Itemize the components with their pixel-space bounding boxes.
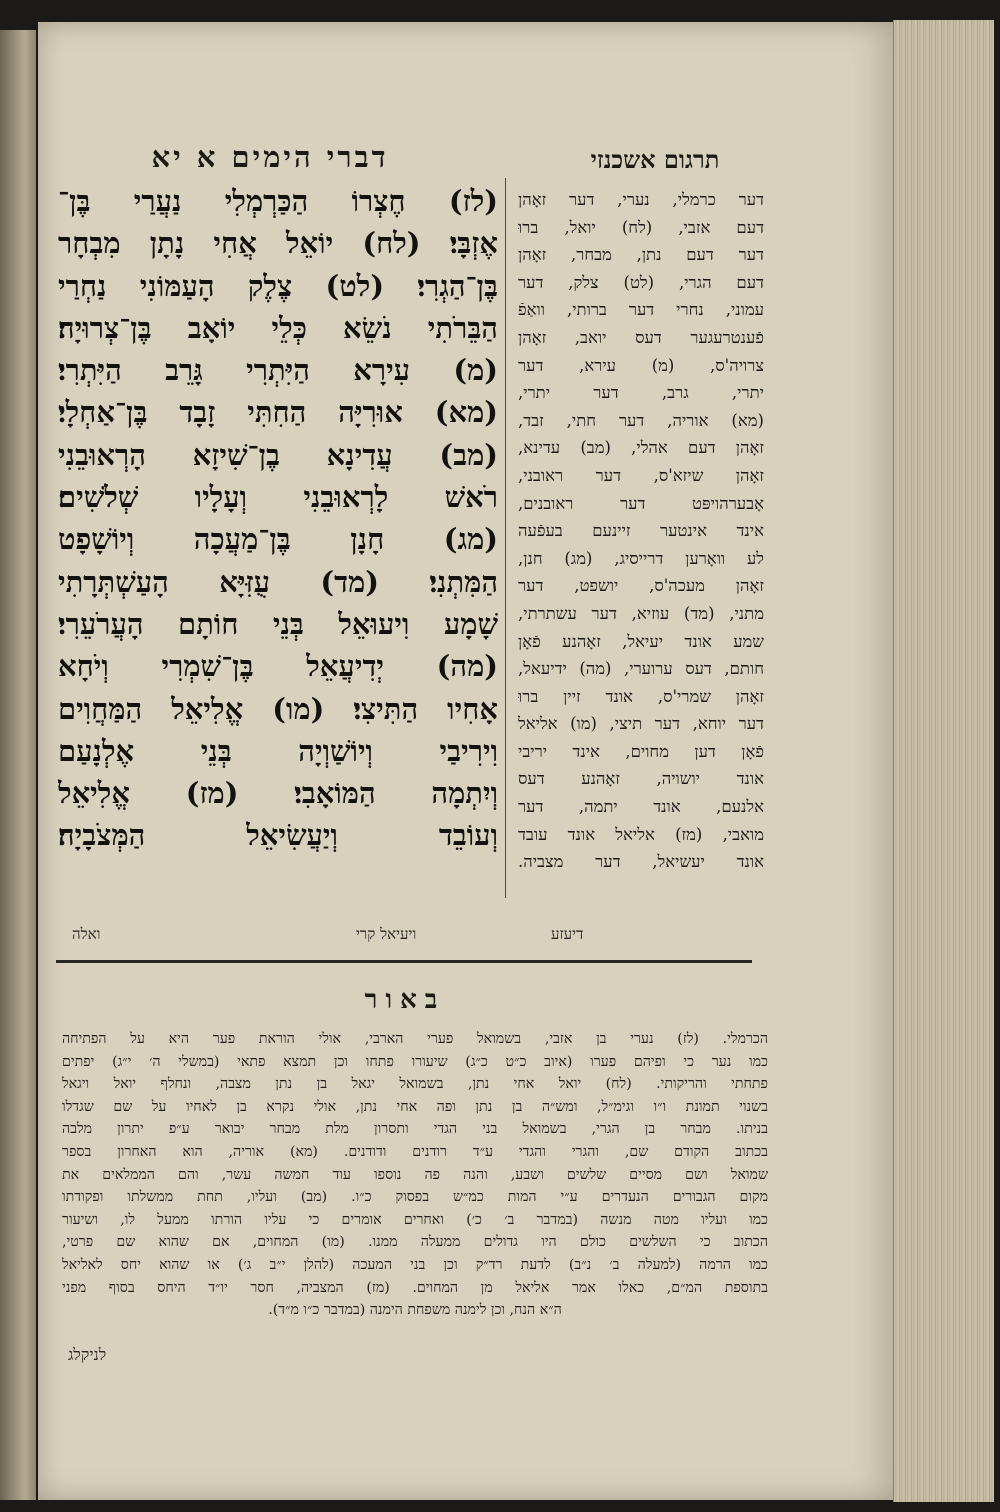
commentary-line: ה״א הנח, וכן לימנה משפחת הימנה (במדבר כ״ו מ״ד).: [268, 1302, 562, 1319]
commentary-line: מקום הגבורים הנעדרים ע״י המות כמ״ש בפסוק כ״ו. (מב) ועליו, תחת ממשלתו ופקודתו: [62, 1189, 768, 1206]
hebrew-line: רֹאשׁ לָרְאוּבֵנִי וְעָלָיו שְׁלֹשִׁים׃: [58, 480, 498, 515]
hebrew-line: בֶּן־הַגְרִי׃ (לט) צֶלֶק הָעַמּוֹנִי נַחְרַי: [58, 268, 498, 303]
hebrew-line: שָׁמָע וִיעוּאֵל בְּנֵי חוֹתָם הָעֲרֹעֵרִי׃: [58, 606, 498, 641]
translation-line: מתני, (מד) עוזיא, דער עשתרתי,: [518, 603, 764, 623]
page-catchword: לניקלג: [68, 1345, 107, 1364]
translation-line: אָבערהויפּט דער ראובנים,: [518, 493, 764, 513]
previous-page-edge: [0, 30, 36, 1500]
commentary-line: בתוספת המ״ם, כאלו אמר אליאל מן המחוים. (מז) המצביה, חסר יו״ד היחס בסוף מפני: [62, 1279, 768, 1296]
commentary-line: הכתוב כי השלשים כולם היו גדולים ממעלה ממנו. (מו) המחוים, אם שהוא שם פרטי,: [62, 1234, 768, 1251]
hebrew-line: (מג) חָנָן בֶּן־מַעֲכָה וְיוֹשָׁפָט: [58, 522, 498, 557]
translation-line: צרויה'ס, (מ) עירא, דער: [518, 355, 764, 375]
translation-line: אלנעם, אונד יתמה, דער: [518, 797, 764, 817]
commentary-title: באור: [364, 985, 446, 1015]
translation-line: אינד אינטער זיינעם בעפֿעה: [518, 521, 764, 541]
hebrew-line: וְעוֹבֵד וְיַעֲשִׂיאֵל הַמְּצֹבָיָה׃: [58, 818, 498, 853]
translation-line: עמוני, נחרי דער ברותי, וואַפֿ: [518, 300, 764, 320]
hebrew-line: אֶזְבָּי׃ (לח) יוֹאֵל אֲחִי נָתָן מִבְחָר: [58, 226, 498, 261]
commentary-line: בכתוב הקודם שם, והגרי והגדי ע״ד רודנים ודודנים. (מא) אוריה, הוא האחרון בספר: [62, 1143, 768, 1160]
hebrew-line: וִירִיבַי וְיוֹשַׁוְיָה בְּנֵי אֶלְנָעַם: [58, 733, 498, 768]
commentary-block: [62, 1028, 768, 1322]
commentary-line: כמו ועליו מטה מנשה (במדבר ב׳ כ׳) ואחרים אומרים כי עליו הורתו ממעל לו, ושיעור: [62, 1211, 768, 1228]
translation-line: דער דעם נתן, מבחר, זאָהן: [518, 245, 764, 265]
hebrew-line: (מ) עִירָא הַיִּתְרִי גָּרֵב הַיִּתְרִי׃: [58, 353, 498, 388]
translation-line: דער כרמלי, נערי, דער זאָהן: [518, 190, 764, 209]
translation-line: דעם אזבי, (לח) יואל, ברוּ: [518, 217, 764, 237]
commentary-line: הכרמלי. (לז) נערי בן אזבי, בשמואל פערי הארבי, אולי הוראת פער היא על הפתיחה: [62, 1031, 768, 1047]
running-header-translation: תרגום אשכנזי: [590, 145, 720, 174]
commentary-line: שמואל ושם מסיים שלשים ושבע, והנה פה נוספו עוד חמשה עשר, והם הממלאים את: [62, 1166, 768, 1183]
translation-line: אונד יעשיאל, דער מצביה.: [518, 852, 764, 872]
yiddish-translation-column: [518, 186, 764, 876]
translation-line: חותם, דעס ערוערי, (מה) ידיעאל,: [518, 659, 764, 679]
hebrew-line: הַבֵּרֹתִי נֹשֵׂא כְּלֵי יוֹאָב בֶּן־צְרוּיָה׃: [58, 310, 498, 345]
hebrew-line: (מא) אוּרִיָּה הַחִתִּי זָבָד בֶּן־אַחְלָי׃: [58, 395, 498, 430]
translation-line: שמע אונד יעיאל, זאָהנע פֿאָן: [518, 631, 764, 651]
hebrew-line: (לז) חֶצְרוֹ הַכַּרְמְלִי נַעֲרַי בֶּן־: [58, 184, 498, 218]
hebrew-line: (מה) יְדִיעֲאֵל בֶּן־שִׁמְרִי וְיֹחָא: [58, 649, 498, 684]
translation-line: זאָהן שמרי'ס, אונד זיין ברוּ: [518, 686, 764, 706]
translation-line: פֿענטרעגער דעס יואב, זאָהן: [518, 327, 764, 347]
commentary-line: פתחתי והריקותי. (לח) יואל אחי נתן, בשמואל יגאל בן נתן מצבה, ונחלף יואל ויגאל: [62, 1076, 768, 1093]
translation-line: מואבי, (מז) אליאל אונד עובד: [518, 824, 764, 844]
translation-line: זאָהן דעם אהלי, (מב) עדינא,: [518, 438, 764, 458]
footnote-catchword-right: דיעזע: [551, 925, 584, 943]
commentary-line: כמו נער כי ופיהם פערו (איוב כ״ט כ״ג) שיעורו פתחו וכן תמצא פתאי (במשלי ה׳ י״ג) יפתים: [62, 1053, 768, 1070]
commentary-line: בניתו. מבחר בן הגרי, בשמואל בני הגדי ותסרון מלת מבחר יבואר ע״פ יתרון מלבה: [62, 1121, 768, 1138]
translation-line: אונד יושויה, זאָהנע דעס: [518, 769, 764, 789]
section-rule: [56, 960, 752, 963]
column-divider: [505, 178, 506, 898]
page-stack-edges: [893, 20, 994, 1502]
commentary-line: בשנוי תמונת ו״ו וגימ״ל, ומש״ה בן נתן ופה אחי נתן, אולי נקרא בן לאחיו על שם שגדלו: [62, 1098, 768, 1115]
commentary-line: כמו הרמה (למעלה ב׳ נ״ב) לדעת רד״ק וכן בני המעכה (להלן י״ב ג׳) או שהוא יחס לאליאל: [62, 1256, 768, 1273]
translation-line: זאָהן שיזא'ס, דער ראובני,: [518, 465, 764, 485]
translation-line: יתרי, גרב, דער יתרי,: [518, 383, 764, 403]
footnote-catchword-left: ואלה: [72, 925, 101, 943]
hebrew-line: אָחִיו הַתִּיצִי׃ (מו) אֱלִיאֵל הַמַּחֲוִים: [58, 691, 498, 726]
translation-line: לע וואָרען דרייסיג, (מג) חנן,: [518, 548, 764, 568]
translation-line: דעם הגרי, (לט) צלק, דער: [518, 272, 764, 292]
translation-line: (מא) אוריה, דער חתי, זבד,: [518, 410, 764, 430]
translation-line: זאָהן מעכה'ס, יושפט, דער: [518, 576, 764, 596]
translation-line: פֿאָן דען מחוים, אינד יריבי: [518, 741, 764, 761]
translation-line: דער יוחא, דער תיצי, (מו) אליאל: [518, 714, 764, 734]
hebrew-text-column: [58, 180, 498, 857]
running-header-book: דברי הימים א יא: [151, 140, 389, 174]
hebrew-line: וְיִתְמָה הַמּוֹאָבִי׃ (מז) אֱלִיאֵל: [58, 776, 498, 811]
hebrew-line: (מב) עֲדִינָא בֶן־שִׁיזָא הָרְאוּבֵנִי: [58, 437, 498, 472]
hebrew-line: הַמִּתְנִי׃ (מד) עֻזִּיָּא הָעַשְׁתְּרָתִי: [58, 564, 498, 599]
footnote-keri-note: ויעיאל קרי: [356, 925, 417, 943]
